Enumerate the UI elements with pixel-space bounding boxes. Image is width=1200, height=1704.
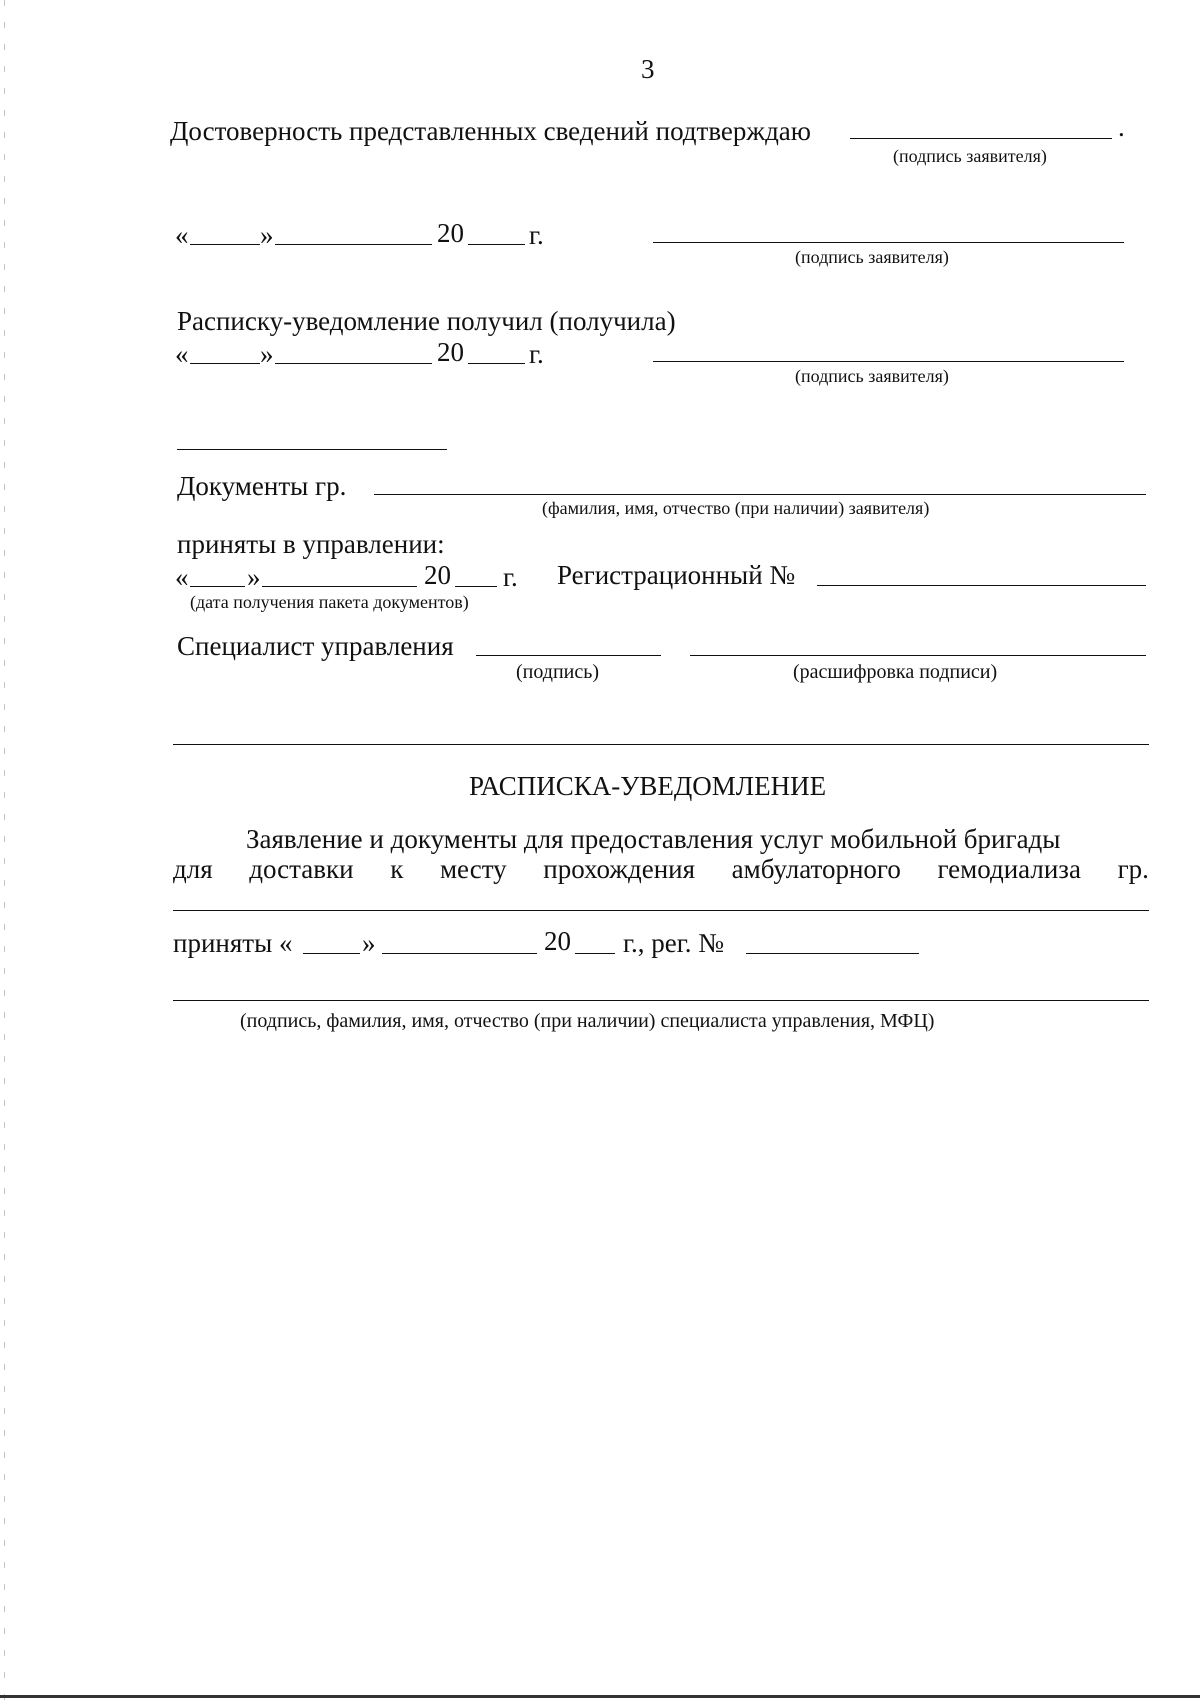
accepted-date-caption: (дата получения пакета документов) — [190, 592, 469, 612]
accepted-open-quote: « — [175, 562, 189, 592]
specialist-label: Специалист управления — [177, 631, 454, 661]
notice-specialist-field[interactable] — [173, 1000, 1149, 1001]
receipt-month-field[interactable] — [275, 363, 432, 364]
notice-line-2 — [173, 856, 1149, 883]
documents-label: Документы гр. — [177, 471, 347, 501]
notice-reg-number-field[interactable] — [746, 953, 919, 954]
scan-bottom-edge — [0, 1695, 1200, 1698]
notice-day-field[interactable] — [303, 953, 360, 954]
confirm-dot: . — [1118, 112, 1125, 142]
documents-caption: (фамилия, имя, отчество (при наличии) заявителя) — [542, 498, 930, 518]
notice-word: для — [173, 854, 213, 884]
notice-name-field[interactable] — [173, 910, 1149, 911]
accepted-month-field[interactable] — [262, 586, 417, 587]
notice-word: месту — [439, 854, 507, 884]
confirm-signature-field[interactable] — [850, 138, 1112, 139]
accepted-text: приняты в управлении: — [177, 529, 445, 559]
scan-left-edge — [4, 0, 5, 1704]
notice-year-prefix: 20 — [544, 926, 571, 956]
specialist-signature-field[interactable] — [476, 655, 661, 656]
receipt-year-field[interactable] — [468, 363, 525, 364]
page-number: 3 — [641, 54, 655, 84]
date-year-field[interactable] — [468, 244, 525, 245]
notice-line-1: Заявление и документы для предоставления услуг мобильной бригады — [246, 824, 1061, 854]
specialist-sign-caption: (подпись) — [516, 661, 600, 683]
notice-word: доставки — [249, 854, 354, 884]
notice-word: амбулаторного — [731, 854, 901, 884]
notice-title: РАСПИСКА-УВЕДОМЛЕНИЕ — [469, 771, 827, 801]
confirm-text: Достоверность представленных сведений подтверждаю — [170, 116, 811, 146]
notice-word: гемодиализа — [937, 854, 1081, 884]
documents-name-field[interactable] — [374, 494, 1146, 495]
date-close-quote: » — [260, 220, 274, 250]
receipt-close-quote: » — [260, 339, 274, 369]
specialist-decode-caption: (расшифровка подписи) — [793, 661, 998, 683]
registration-label: Регистрационный № — [557, 560, 796, 590]
cut-line — [173, 744, 1149, 745]
accepted-year-prefix: 20 — [424, 560, 451, 590]
date-year-suffix: г. — [529, 220, 544, 250]
registration-number-field[interactable] — [817, 585, 1146, 586]
notice-word: гр. — [1117, 854, 1149, 884]
date-signature-field[interactable] — [653, 242, 1124, 243]
confirm-caption: (подпись заявителя) — [893, 146, 1047, 166]
notice-accepted-prefix: приняты « — [173, 928, 293, 958]
short-separator — [177, 449, 447, 450]
notice-word: прохождения — [543, 854, 696, 884]
notice-close-quote: » — [362, 928, 376, 958]
notice-year-field[interactable] — [575, 953, 615, 954]
notice-month-field[interactable] — [382, 953, 537, 954]
accepted-year-suffix: г. — [503, 562, 518, 592]
notice-year-suffix: г., рег. № — [623, 928, 725, 958]
date-caption: (подпись заявителя) — [795, 247, 949, 267]
accepted-day-field[interactable] — [190, 586, 245, 587]
receipt-year-suffix: г. — [529, 339, 544, 369]
receipt-received-text: Расписку-уведомление получил (получила) — [177, 306, 676, 336]
receipt-open-quote: « — [175, 339, 189, 369]
specialist-decode-field[interactable] — [690, 655, 1146, 656]
date-month-field[interactable] — [275, 244, 432, 245]
receipt-caption: (подпись заявителя) — [795, 366, 949, 386]
date-year-prefix: 20 — [437, 218, 464, 248]
receipt-year-prefix: 20 — [437, 337, 464, 367]
date-open-quote: « — [175, 220, 189, 250]
notice-caption: (подпись, фамилия, имя, отчество (при наличии) специалиста управления, МФЦ) — [240, 1010, 935, 1032]
date-day-field[interactable] — [190, 244, 260, 245]
notice-word: к — [390, 854, 404, 884]
receipt-signature-field[interactable] — [653, 361, 1124, 362]
receipt-day-field[interactable] — [190, 363, 260, 364]
accepted-close-quote: » — [247, 562, 261, 592]
accepted-year-field[interactable] — [455, 586, 497, 587]
